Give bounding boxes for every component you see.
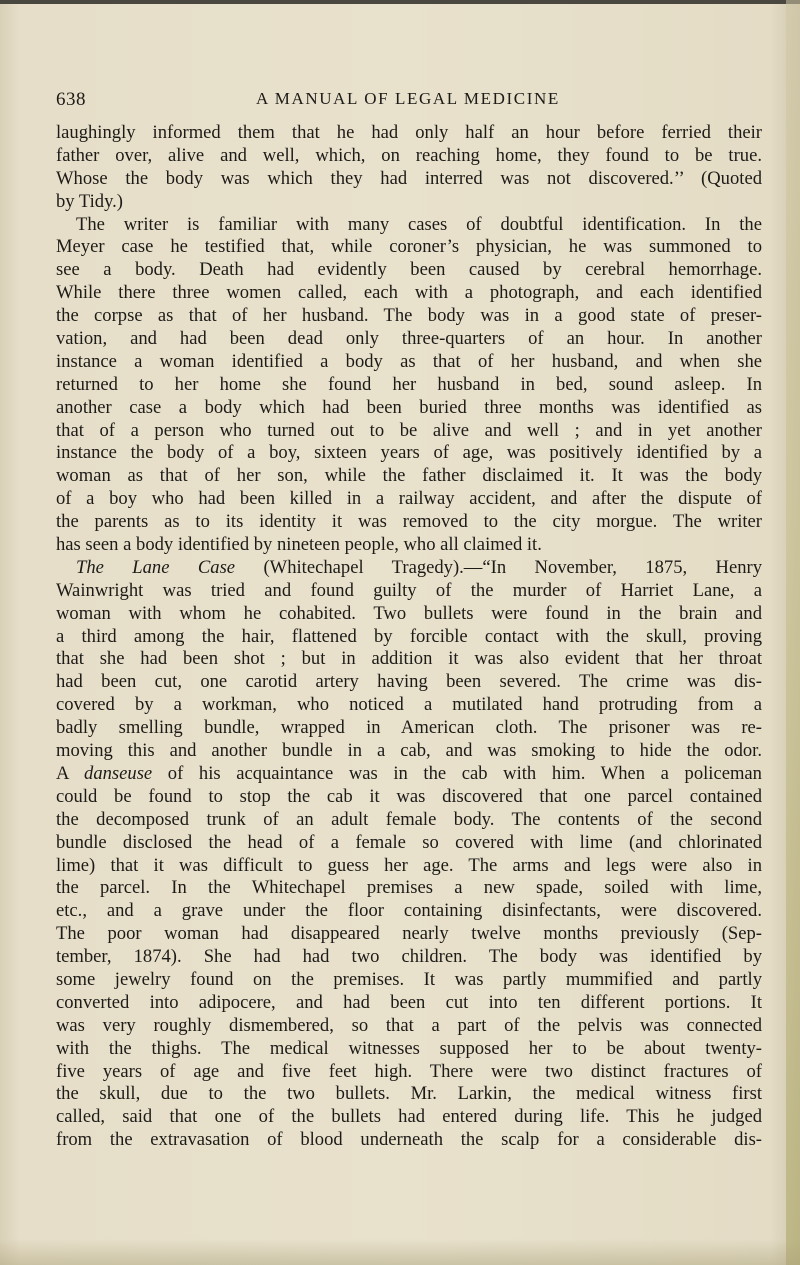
text-line: the parents as to its identity it was removed to the city morgue. The writer — [56, 511, 762, 533]
text-line: the skull, due to the two bullets. Mr. Larkin, the medical witness first — [56, 1083, 762, 1105]
text-line: five years of age and five feet high. There were two distinct fractures of — [56, 1060, 762, 1082]
page-top-edge — [0, 0, 800, 4]
page-number: 638 — [56, 89, 86, 110]
text-line: badly smelling bundle, wrapped in American cloth. The prisoner was re- — [56, 717, 762, 739]
text-line: the decomposed trunk of an adult female body. The contents of the second — [56, 808, 762, 830]
text-line: father over, alive and well, which, on reaching home, they found to be true. — [56, 144, 762, 166]
text-line: could be found to stop the cab it was discovered that one parcel contained — [56, 785, 762, 807]
text-line: called, said that one of the bullets had entered during life. This he judged — [56, 1106, 762, 1128]
text-line: converted into adipocere, and had been cut into ten different portions. It — [56, 991, 762, 1013]
paragraph-start-line: The writer is familiar with many cases of doubtful identification. In the — [76, 213, 762, 235]
danseuse-word: danseuse — [84, 762, 153, 784]
text-line: that of a person who turned out to be alive and well ; and in yet another — [56, 419, 762, 441]
text-line: the parcel. In the Whitechapel premises a new spade, soiled with lime, — [56, 877, 762, 899]
running-head — [56, 89, 762, 113]
text-line: by Tidy.) — [56, 190, 124, 212]
text-line: While there three women called, each with a photograph, and each identified — [56, 282, 762, 304]
text-line: the corpse as that of her husband. The body was in a good state of preser- — [56, 305, 762, 327]
text-line: The poor woman had disappeared nearly twelve months previously (Sep- — [56, 923, 762, 945]
text-line: instance a woman identified a body as that of her husband, and when she — [56, 350, 762, 372]
running-title: A MANUAL OF LEGAL MEDICINE — [256, 89, 560, 108]
text-line: laughingly informed them that he had only half an hour before ferried their — [56, 122, 762, 143]
text-line: some jewelry found on the premises. It was partly mummified and partly — [56, 968, 762, 990]
text-line: from the extravasation of blood underneath the scalp for a considerable dis- — [56, 1129, 762, 1151]
text-line: covered by a workman, who noticed a mutilated hand protruding from a — [56, 694, 762, 716]
text-line: etc., and a grave under the floor containing disinfectants, were discovered. — [56, 900, 762, 922]
danseuse-prefix: A — [56, 762, 69, 784]
body-text — [56, 122, 762, 1152]
text-line: instance the body of a boy, sixteen years of age, was positively identified by a — [56, 442, 762, 464]
text-line: with the thighs. The medical witnesses supposed her to be about twenty- — [56, 1037, 762, 1059]
text-line: returned to her home she found her husband in bed, sound asleep. In — [56, 373, 762, 395]
danseuse-rest: of his acquaintance was in the cab with him. When a policeman — [167, 762, 762, 784]
text-line: tember, 1874). She had had two children. The body was identified by — [56, 946, 762, 968]
text-line: Wainwright was tried and found guilty of the murder of Harriet Lane, a — [56, 579, 762, 601]
text-line: that she had been shot ; but in addition it was also evident that her throat — [56, 648, 762, 670]
text-line: was very roughly dismembered, so that a part of the pelvis was connected — [56, 1014, 762, 1036]
lane-case-heading-line — [56, 557, 762, 580]
text-line: Meyer case he testified that, while coroner’s physician, he was summoned to — [56, 236, 762, 258]
text-line: see a body. Death had evidently been caused by cerebral hemorrhage. — [56, 259, 762, 281]
page-bottom-edge — [0, 1239, 800, 1265]
lane-case-title: The Lane Case — [76, 556, 236, 578]
text-line: moving this and another bundle in a cab, and was smoking to hide the odor. — [56, 740, 762, 762]
text-line: vation, and had been dead only three-quarters of an hour. In another — [56, 328, 762, 350]
text-line: lime) that it was difficult to guess her age. The arms and legs were also in — [56, 854, 762, 876]
page-right-edge — [786, 0, 800, 1265]
text-line: woman as that of her son, while the father disclaimed it. It was the body — [56, 465, 762, 487]
text-line: a third among the hair, flattened by forcible contact with the skull, proving — [56, 625, 762, 647]
text-line: bundle disclosed the head of a female so covered with lime (and chlorinated — [56, 831, 762, 853]
text-line: has seen a body identified by nineteen people, who all claimed it. — [56, 534, 542, 556]
text-line: Whose the body was which they had interred was not discovered.’’ (Quoted — [56, 167, 762, 189]
text-line: had been cut, one carotid artery having been severed. The crime was dis- — [56, 671, 762, 693]
lane-case-lead: (Whitechapel Tragedy).—“In November, 1875, Henry — [263, 556, 763, 578]
text-line: another case a body which had been buried three months was identified as — [56, 396, 762, 418]
text-line: of a boy who had been killed in a railway accident, and after the dispute of — [56, 488, 762, 510]
text-line: woman with whom he cohabited. Two bullets were found in the brain and — [56, 602, 762, 624]
danseuse-line — [56, 763, 762, 786]
